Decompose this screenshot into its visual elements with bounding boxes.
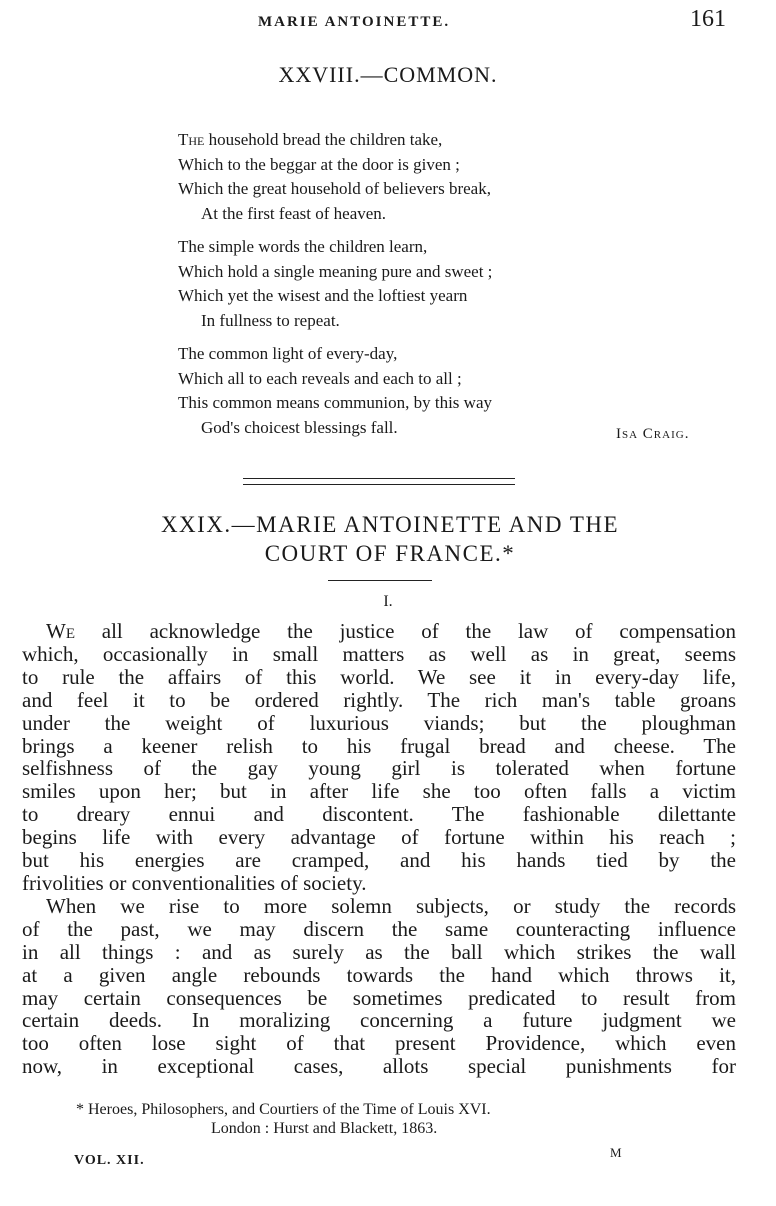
text-line: at a given angle rebounds towards the hand which throws it, [22,962,736,987]
chapter-title [60,510,720,568]
text-line: smiles upon her; but in after life she too often falls a victim [22,779,736,804]
stanza [178,128,738,226]
stanza [178,235,738,333]
running-head [0,4,776,34]
poem-title: XXVIII.—COMMON. [278,62,498,87]
opening-word: We [46,619,75,643]
poem-line: At the first feast of heaven. [201,203,387,223]
poem-line: Which the great household of believers break, [178,179,491,198]
poem-line: The simple words the children learn, [178,237,428,256]
text-line: to dreary ennui and discontent. The fashionable dilettante [22,802,736,827]
text-line: certain deeds. In moralizing concerning a future judgment we [22,1008,736,1033]
text-line: of the past, we may discern the same counteracting influence [22,916,736,941]
double-rule-divider [243,478,515,485]
text-line: under the weight of luxurious viands; but the ploughman [22,710,736,735]
chapter-title-line: XXIX.—MARIE ANTOINETTE AND THE [160,512,620,537]
poem-line: The common light of every-day, [178,344,398,363]
chapter-title-line: COURT OF FRANCE.* [264,541,516,566]
text-line: which, occasionally in small matters as well as in great, seems [22,641,736,666]
poem-line: Which hold a single meaning pure and sweet ; [178,261,493,281]
text-line: frivolities or conventionalities of society. [22,870,367,895]
poem-line [178,128,738,153]
poem-line: Which to the beggar at the door is given ; [178,154,460,174]
text-line: begins life with every advantage of fortune within his reach ; [22,825,736,850]
signature-mark: M [610,1145,622,1160]
poem-initial-word: The [178,130,205,149]
body-text [22,620,736,1078]
section-number: I. [383,593,393,610]
page-number: 161 [690,6,726,32]
short-rule-divider [328,580,432,581]
text-line: but his energies are cramped, and his hands tied by the [22,848,736,873]
poem-line: This common means communion, by this way [178,393,492,412]
footnote [76,1100,716,1138]
text-line [22,620,736,643]
poem-line: In fullness to repeat. [201,310,340,330]
text-line: and feel it to be ordered rightly. The rich man's table groans [22,687,736,712]
poem-line: God's choicest blessings fall. [201,417,398,437]
text-line: selfishness of the gay young girl is tolerated when fortune [22,756,736,781]
text-line: in all things : and as surely as the ball which strikes the wall [22,939,736,964]
text-line: to rule the affairs of this world. We see it in every-day life, [22,664,736,689]
text-line: too often lose sight of that present Providence, which even [22,1031,736,1056]
footnote-line: London : Hurst and Blackett, 1863. [211,1120,438,1137]
text-line: now, in exceptional cases, allots special punishments for [22,1054,736,1079]
text-line: may certain consequences be sometimes predicated to result from [22,985,736,1010]
text-line: When we rise to more solemn subjects, or study the records [46,893,736,918]
running-title: MARIE ANTOINETTE. [258,14,451,30]
text-line: brings a keener relish to his frugal bread and cheese. The [22,733,736,758]
footnote-line: * Heroes, Philosophers, and Courtiers of the Time of Louis XVI. [76,1101,491,1118]
poem-line-text: household bread the children take, [204,130,443,149]
poem-line: Which all to each reveals and each to all ; [178,368,462,388]
poem [178,128,738,449]
volume-label: VOL. XII. [74,1153,145,1168]
text-line-content: all acknowledge the justice of the law of compensation [74,619,736,643]
poem-attribution: Isa Craig. [616,426,690,442]
poem-line: Which yet the wisest and the loftiest yearn [178,286,468,305]
